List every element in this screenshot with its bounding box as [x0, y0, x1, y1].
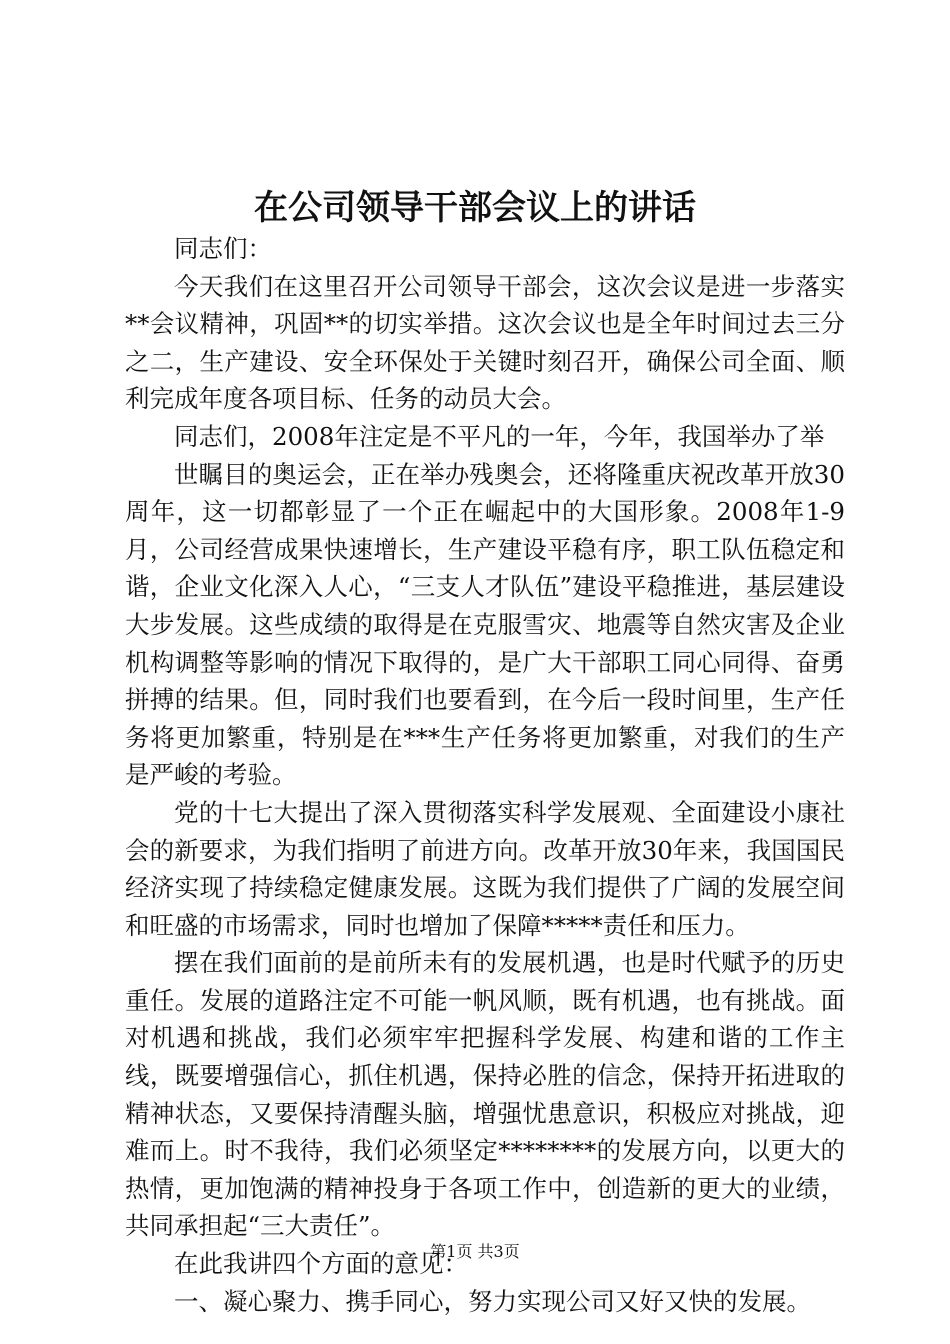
page-footer: 第1页 共3页	[430, 1242, 520, 1261]
paragraph-5: 摆在我们面前的是前所未有的发展机遇，也是时代赋予的历史重任。发展的道路注定不可能一帆风顺，既有机遇，也有挑战。面对机遇和挑战，我们必须牢牢把握科学发展、构建和谐的工作主线，既要增强信心，抓住机遇，保持必胜的信念，保持开拓进取的精神状态，又要保持清醒头脑，增强忧患意识，积极应对挑战，迎难而上。时不我待，我们必须坚定********的发展方向，以更大的热情，更加饱满的精神投身于各项工作中，创造新的更大的业绩，共同承担起“三大责任”。	[125, 948, 845, 1241]
paragraph-4: 党的十七大提出了深入贯彻落实科学发展观、全面建设小康社会的新要求，为我们指明了前进方向。改革开放30年来，我国国民经济实现了持续稳定健康发展。这既为我们提供了广阔的发展空间和旺盛的市场需求，同时也增加了保障*****责任和压力。	[125, 797, 845, 940]
paragraph-6: 在此我讲四个方面的意见：	[174, 1249, 468, 1279]
document-body	[125, 230, 845, 1320]
paragraph-7: 一、凝心聚力、携手同心，努力实现公司又好又快的发展。	[174, 1286, 811, 1316]
paragraph-1: 今天我们在这里召开公司领导干部会，这次会议是进一步落实**会议精神，巩固**的切实举措。这次会议也是全年时间过去三分之二，生产建设、安全环保处于关键时刻召开，确保公司全面、顺利完成年度各项目标、任务的动员大会。	[125, 271, 845, 414]
paragraph-salutation: 同志们：	[174, 234, 272, 263]
document-title: 在公司领导干部会议上的讲话	[254, 188, 696, 228]
paragraph-2: 同志们，2008年注定是不平凡的一年，今年，我国举办了举	[174, 421, 825, 451]
paragraph-3: 世瞩目的奥运会，正在举办残奥会，还将隆重庆祝改革开放30周年，这一切都彰显了一个正在崛起中的大国形象。2008年1-9月，公司经营成果快速增长，生产建设平稳有序，职工队伍稳定和谐，企业文化深入人心，“三支人才队伍”建设平稳推进，基层建设大步发展。这些成绩的取得是在克服雪灾、地震等自然灾害及企业机构调整等影响的情况下取得的，是广大干部职工同心同得、奋勇拼搏的结果。但，同时我们也要看到，在今后一段时间里，生产任务将更加繁重，特别是在***生产任务将更加繁重，对我们的生产是严峻的考验。	[125, 459, 845, 790]
